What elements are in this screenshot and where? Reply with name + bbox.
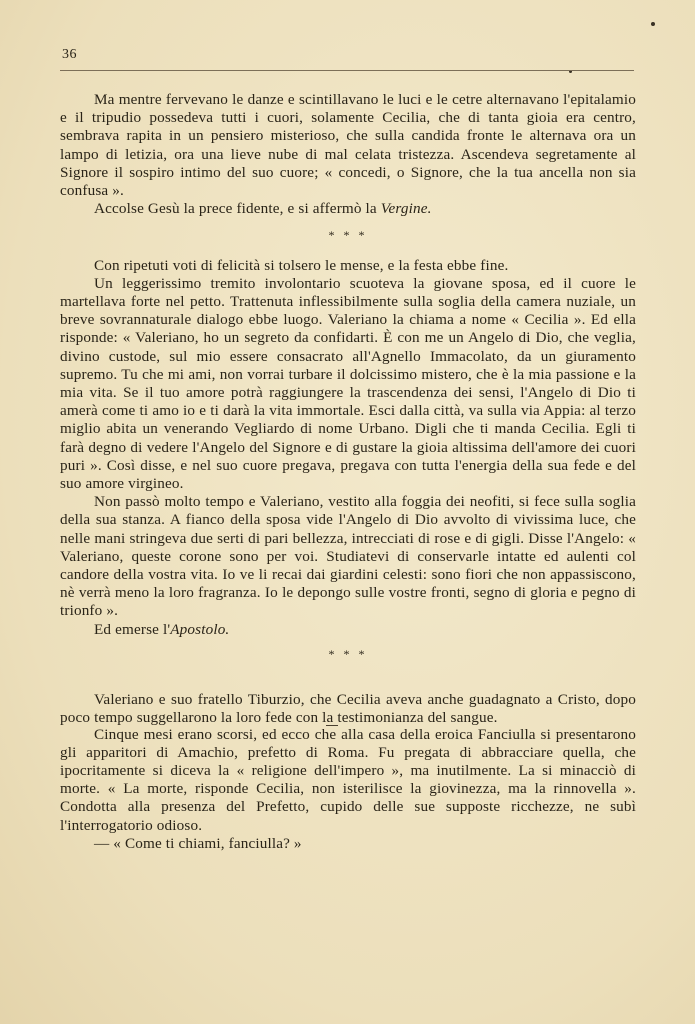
paragraph: Cinque mesi erano scorsi, ed ecco che alla casa della eroica Fanciulla si presentarono gli apparitori di Amachio, prefetto di Roma. Fu pregata di abbracciare quella, che ipocritamente si diceva la « religione dell'impero », ma inutilmente. La si minacciò di morte. « La morte, risponde Cecilia, non isterilisce la giovinezza, ma la rinnovella ». Condotta alla presenza del Prefetto, cupido delle sue supposte ricchezze, ne subì l'interrogatorio odioso.	[60, 725, 636, 834]
paragraph: Ma mentre fervevano le danze e scintillavano le luci e le cetre alternavano l'epitalamio e il tripudio possedeva tutti i cuori, solamente Cecilia, che di tanta gioia era centro, sembrava rapita in un pensiero misterioso, che sulla candida fronte le alternava ora un lampo di letizia, ora una lieve nube di mal celata tristezza. Ascendeva segretamente al Signore il sospiro intimo del suo cuore; « concedi, o Signore, che la tua ancella non sia confusa ».	[60, 91, 636, 200]
paragraph: Valeriano e suo fratello Tiburzio, che Cecilia aveva anche guadagnato a Cristo, dopo poco tempo suggellarono la loro fede con la testimonianza del sangue.	[60, 691, 636, 727]
section-divider: * * *	[328, 646, 368, 661]
italic-word: Apostolo.	[170, 620, 230, 638]
italic-word: Vergine.	[380, 200, 432, 218]
paragraph-text: Ed emerse l'	[94, 620, 171, 638]
paragraph-text: Accolse Gesù la prece fidente, e si affermò la	[94, 200, 381, 218]
page-body	[60, 91, 636, 853]
paragraph	[60, 621, 636, 639]
paragraph: Non passò molto tempo e Valeriano, vestito alla foggia dei neofiti, si fece sulla soglia della sua stanza. A fianco della sposa vide l'Angelo di Dio avvolto di vivissima luce, che nelle mani stringeva due serti di pari bellezza, intrecciati di rose e di gigli. Disse l'Angelo: « Valeriano, queste corone sono per voi. Studiatevi di conservarle intatte ed aulenti col candore della vostra vita. Io ve li recai dai giardini celesti: sono fiori che non appassiscono, nè verrà meno la loro fragranza. Io le depongo sulle vostre fronti, segno di gloria e pegno di trionfo ».	[60, 493, 636, 620]
ink-speck	[651, 22, 655, 26]
paragraph: Con ripetuti voti di felicità si tolsero le mense, e la festa ebbe fine.	[94, 256, 509, 274]
section-divider: * * *	[328, 228, 368, 243]
paragraph: — « Come ti chiami, fanciulla? »	[94, 834, 302, 852]
paragraph	[60, 200, 636, 218]
paragraph: Un leggerissimo tremito involontario scuoteva la giovane sposa, ed il cuore le martellava forte nel petto. Trattenuta inflessibilmente sulla soglia della camera nuziale, un breve sovrannaturale dialogo ebbe luogo. Valeriano la chiama a nome « Cecilia ». Ed ella risponde: « Valeriano, ho un segreto da confidarti. È con me un Angelo di Dio, che veglia, divino custode, sul mio essere consacrato all'Agnello Immacolato, da un giuramento supremo. Tu che mi ami, non vorrai turbare il dolcissimo mistero, che è la mia passione e la mia vita. Se il tuo amore potrà raggiungere la trascendenza dei sensi, l'Angelo di Dio ti amerà come ti amo io e ti darà la vita immortale. Esci dalla città, va sulla via Appia: al terzo miglio abita un venerando Vegliardo di nome Urbano. Digli che ti manda Cecilia. Egli ti farà degno di vedere l'Angelo del Signore e di gustare la gioia altissima dell'amore dei cuori puri ». Così disse, e nel suo cuore pregava, pregava con tutta l'energia della sua fede e del suo amore virgineo.	[60, 274, 636, 493]
header-rule	[60, 70, 634, 71]
page-number: 36	[62, 47, 77, 62]
